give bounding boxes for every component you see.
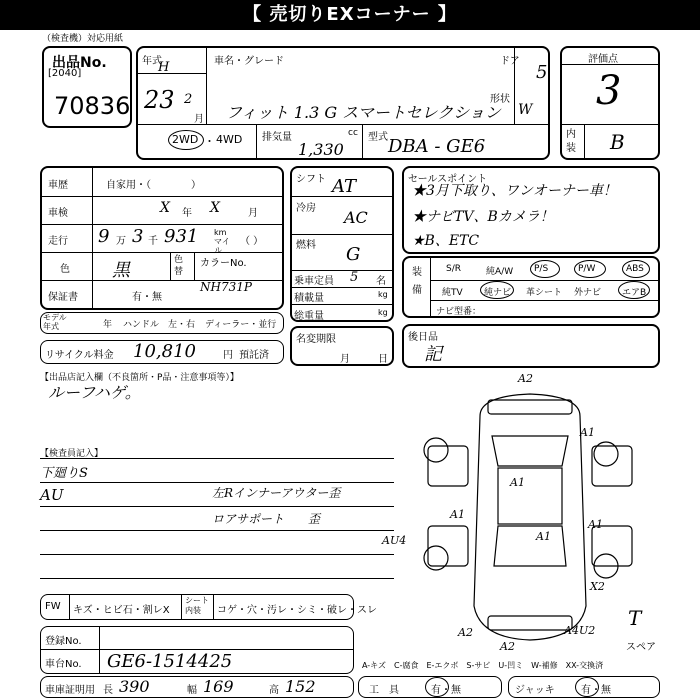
mileage-sen-unit: 千 — [148, 236, 158, 247]
color-value: 黒 — [112, 260, 130, 281]
shift-label: シフト — [296, 174, 326, 185]
model-year-label2: 年式 — [43, 322, 59, 331]
diagram-mark-6: A1 — [536, 530, 551, 543]
banner: 【 売切りEXコーナー 】 — [0, 0, 700, 30]
inspector-line-3: 左Rインナーアウター歪 — [212, 486, 341, 500]
jack-circle — [575, 677, 599, 697]
sales-point-1: ★3月下取り、ワンオーナー車！ — [412, 183, 617, 199]
inspection-month-unit: 月 — [248, 208, 258, 219]
drive-4wd: 4WD — [216, 133, 243, 146]
grade-box — [560, 46, 660, 160]
car-rear-window — [494, 526, 566, 566]
year-label: 年式 — [142, 56, 162, 67]
drive-2wd: 2WD — [172, 133, 199, 146]
displacement-label: 排気量 — [262, 132, 292, 143]
inspector-label: 【検査員記入】 — [40, 449, 104, 459]
sheet-subheader: （検査機）対応用紙 — [42, 34, 124, 44]
year-value: 23 — [144, 86, 175, 114]
mileage-tail: （ ） — [240, 236, 264, 247]
cert-width-label: 幅 — [187, 685, 197, 696]
inspection-year: X — [160, 200, 170, 216]
equipment-label: 装備 — [412, 267, 422, 296]
diagram-mark-9: A2 — [458, 626, 473, 639]
cert-length-label: 長 — [103, 685, 113, 696]
diagram-mark-11: A2 — [500, 640, 515, 653]
reg-label: 登録No. — [45, 636, 82, 647]
airbag-circle — [618, 281, 650, 299]
ps-circle — [530, 260, 560, 278]
reg-box — [40, 626, 354, 674]
jack-box — [508, 676, 660, 698]
recycle-unit: 円 — [223, 350, 233, 361]
diagram-mark-4: A1 — [450, 508, 465, 521]
mileage-sen: 3 — [132, 226, 144, 247]
chassis-value: GE6-1514425 — [107, 651, 233, 672]
sales-point-3: ★B、ETC — [412, 233, 480, 249]
recycle-label: リサイクル料金 — [45, 350, 114, 361]
equip-navi: 純ナビ — [484, 288, 512, 298]
gross-unit: kg — [378, 308, 388, 317]
later-label: 後日品 — [408, 332, 438, 343]
load-label: 積載量 — [294, 293, 324, 304]
inspector-line-1: 下廻りS — [40, 466, 88, 481]
fw-items: キズ・ヒビ石・割レX — [73, 605, 170, 616]
pw-circle — [574, 260, 606, 278]
vehicle-box — [136, 46, 550, 160]
notes-label: 【出品店記入欄（不良箇所・P品・注意事項等）】 — [40, 373, 239, 383]
later-value: 記 — [424, 344, 442, 365]
lot-box — [42, 46, 132, 128]
shape-value: W — [518, 102, 533, 118]
fuel-label: 燃料 — [296, 240, 316, 251]
dealer-options: ディーラー・並行 — [205, 320, 277, 330]
diagram-mark-10: A4U2 — [564, 624, 596, 637]
grade-value: 3 — [596, 68, 622, 114]
car-rear-bumper — [488, 616, 572, 630]
fw-label: FW — [45, 601, 61, 612]
handle-options: ハンドル 左・右 — [123, 320, 196, 330]
name-change-day: 日 — [378, 354, 388, 365]
jack-label: ジャッキ — [515, 685, 555, 696]
inspector-line-4: ロアサポート 歪 — [212, 512, 321, 526]
color-code-area — [196, 270, 284, 310]
lot-label: 出品No. — [52, 55, 107, 71]
equip-sr: S/R — [446, 264, 461, 274]
displacement-value: 1,330 — [298, 140, 344, 159]
inspector-line-2: AU — [40, 486, 64, 504]
tools-options: 有・無 — [431, 685, 461, 696]
model-type-label: 型式 — [368, 132, 388, 143]
equip-tv: 純TV — [442, 288, 463, 298]
ac-label: 冷房 — [296, 203, 316, 214]
name-change-month: 月 — [340, 354, 350, 365]
diagram-mark-2: A1 — [580, 426, 595, 439]
spare-mark: T — [628, 606, 642, 630]
mileage-unit: km マイル — [214, 228, 230, 255]
tools-label: 工 具 — [369, 685, 399, 696]
history-label: 車歴 — [48, 180, 68, 191]
fuel-value: G — [346, 244, 361, 265]
car-roof — [498, 468, 562, 524]
tools-box — [358, 676, 502, 698]
lot-number: 70836 — [54, 92, 131, 120]
sales-points-label: セールスポイント — [408, 174, 488, 185]
month-label: 月 — [194, 114, 204, 125]
cert-length-value: 390 — [119, 677, 150, 696]
chassis-label: 車台No. — [45, 659, 82, 670]
recycle-suffix: 預託済 — [239, 350, 269, 361]
interior-value: B — [610, 130, 625, 154]
model-name-label: 車名・グレード — [214, 56, 284, 67]
model-name-value: フィット 1.3 G スマートセレクション — [226, 103, 501, 122]
doors-label: ドア — [500, 56, 520, 67]
model-year-row — [40, 312, 284, 334]
name-change-box — [290, 326, 394, 366]
mileage-man: 9 — [98, 226, 110, 247]
lot-stamp: [2040] — [48, 68, 82, 79]
history-value: 自家用・（ ） — [106, 180, 201, 191]
mileage-label: 走行 — [48, 236, 68, 247]
fw-sheet-label: シート内装 — [185, 596, 209, 615]
model-year-unit: 年 — [103, 320, 113, 330]
equip-pw: P/W — [578, 264, 596, 274]
diagram-mark-7: AU4 — [382, 534, 407, 547]
specs-box — [290, 166, 394, 322]
diagram-mark-5: A1 — [588, 518, 603, 531]
mileage-man-unit: 万 — [116, 236, 126, 247]
grade-label: 評価点 — [588, 54, 618, 65]
cert-label: 車庫証明用 — [45, 685, 95, 696]
tools-circle — [425, 677, 449, 697]
abs-circle — [622, 260, 650, 278]
equip-ps: P/S — [534, 264, 549, 274]
equip-abs: ABS — [626, 264, 644, 274]
jack-options: 有・無 — [581, 685, 611, 696]
gross-label: 総重量 — [294, 311, 324, 322]
model-year-label1: モデル — [43, 313, 67, 322]
equipment-box — [402, 256, 660, 318]
displacement-unit: cc — [348, 128, 358, 138]
warranty-options: 有・無 — [132, 292, 162, 303]
mileage-km: 931 — [164, 226, 199, 247]
equip-airbag: エアB — [622, 288, 647, 298]
inspection-year-unit: 年 — [182, 208, 192, 219]
cert-height-value: 152 — [285, 677, 316, 696]
sales-point-2: ★ナビTV、Bカメラ！ — [412, 209, 554, 225]
capacity-unit: 名 — [376, 276, 386, 287]
car-windshield — [492, 436, 568, 466]
color-label: 色 — [60, 264, 70, 275]
navi-circle — [480, 281, 514, 299]
capacity-value: 5 — [350, 270, 359, 285]
damage-legend: A-キズ C-腐食 E-エクボ S-サビ U-凹ミ W-補修 XX-交換済 — [362, 661, 604, 670]
car-front-right-side — [592, 446, 632, 486]
diagram-mark-1: A2 — [518, 372, 533, 385]
name-change-label: 名変期限 — [296, 334, 336, 345]
inspection-month: X — [210, 200, 220, 216]
cert-width-value: 169 — [203, 677, 234, 696]
interior-label: 内装 — [566, 129, 576, 154]
equip-aw: 純A/W — [486, 267, 514, 277]
capacity-label: 乗車定員 — [294, 276, 334, 287]
doors-value: 5 — [536, 62, 548, 83]
recycle-value: 10,810 — [133, 341, 196, 362]
model-type-value: DBA - GE6 — [388, 136, 486, 157]
car-outline — [474, 394, 586, 640]
drive-sep: ・ — [204, 135, 215, 148]
equip-ext-navi: 外ナビ — [574, 288, 602, 298]
recycle-row — [40, 340, 284, 364]
year-era: H — [158, 60, 170, 75]
car-rear-right-side — [592, 526, 632, 566]
fw-row — [40, 594, 377, 620]
diagram-mark-8: X2 — [590, 580, 605, 593]
ac-value: AC — [344, 208, 368, 227]
equip-leather: 革シート — [526, 288, 563, 298]
notes-text: ルーフハゲ。 — [48, 383, 141, 402]
cert-row — [40, 676, 354, 698]
warranty-label: 保証書 — [48, 292, 78, 303]
inspection-label: 車検 — [48, 208, 68, 219]
diagram-mark-3: A1 — [510, 476, 525, 489]
cert-height-label: 高 — [269, 685, 279, 696]
navi-model-label: ナビ型番： — [436, 307, 482, 317]
car-front-grille — [488, 400, 572, 414]
spare-label: スペア — [626, 642, 656, 653]
fw-dirt: コゲ・穴・汚レ・シミ・破レ・スレ — [217, 605, 377, 616]
shift-value: AT — [332, 176, 357, 197]
load-unit: kg — [378, 290, 388, 299]
color-code-value: NH731P — [200, 280, 252, 294]
color-code-label: カラーNo. — [200, 258, 247, 269]
month-value: 2 — [184, 92, 193, 107]
later-items-box — [402, 324, 660, 368]
shape-label: 形状 — [490, 94, 510, 105]
sales-points-box — [402, 166, 660, 254]
color-change-label: 色替 — [174, 255, 184, 277]
